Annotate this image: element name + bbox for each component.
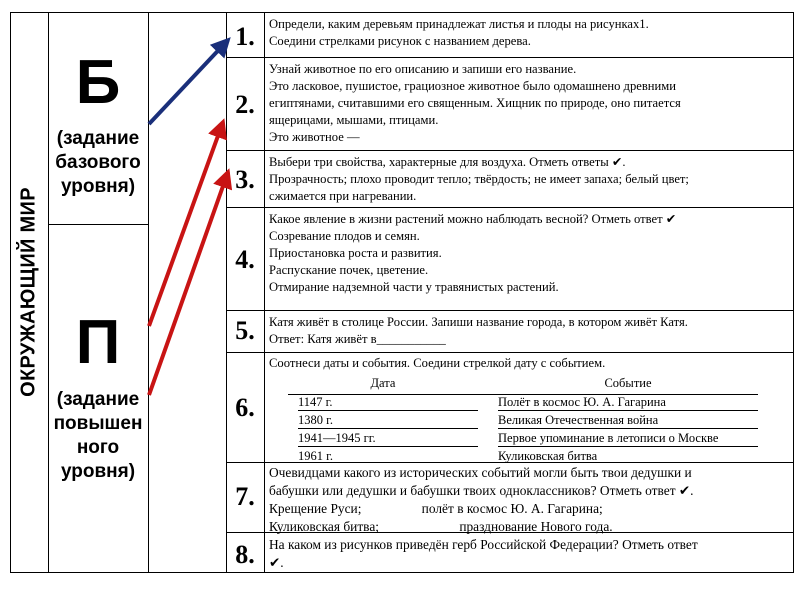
task-number-6: 6. (235, 393, 255, 422)
dates-events-table (288, 376, 758, 467)
task-line: ящерицами, мышами, птицами. (269, 113, 439, 127)
task-line: сжимается при нагревании. (269, 189, 417, 203)
task-line: бабушки или дедушки и бабушки твоих одноклассников? Отметь ответ ✔. (269, 483, 694, 498)
task-line: Это ласковое, пушистое, грациозное животное было одомашнено древними (269, 79, 676, 93)
task-text-5 (269, 314, 793, 348)
task-line: ✔. (269, 555, 284, 570)
task-line: Ответ: Катя живёт в___________ (269, 332, 446, 346)
level-basic-letter: Б (75, 48, 121, 117)
task-number-2: 2. (235, 90, 255, 119)
level-advanced-note-line: повышен (53, 413, 143, 434)
dates-table-row (288, 413, 758, 431)
task-line: Определи, каким деревьям принадлежат листья и плоды на рисунках1. (269, 17, 649, 31)
dates-table-row (288, 431, 758, 449)
task-number-3: 3. (235, 165, 255, 194)
task-text-6 (269, 355, 793, 372)
task-line: египтянами, считавшими его священным. Хищник по природе, оно питается (269, 96, 681, 110)
task-line: Приостановка роста и развития. (269, 246, 442, 260)
task-text-4 (269, 211, 793, 296)
date-cell: 1380 г. (298, 413, 478, 429)
task-number-7: 7. (235, 482, 255, 511)
subject-text: ОКРУЖАЮЩИЙ МИР (17, 187, 40, 397)
task-line: Отмирание надземной части у травянистых растений. (269, 280, 559, 294)
task-line: Какое явление в жизни растений можно наблюдать весной? Отметь ответ ✔ (269, 212, 677, 226)
task-line: Соедини стрелками рисунок с названием дерева. (269, 34, 531, 48)
task-line: Прозрачность; плохо проводит тепло; твёрдость; не имеет запаха; белый цвет; (269, 172, 689, 186)
dates-header-date: Дата (370, 376, 396, 390)
level-advanced-note-line: (задание (56, 389, 140, 410)
level-advanced-letter: П (75, 308, 121, 377)
task-text-2 (269, 61, 793, 146)
dates-table-header (288, 376, 758, 395)
event-cell: Великая Отечественная война (498, 413, 758, 429)
task-number-8: 8. (235, 540, 255, 569)
dates-table-row (288, 395, 758, 413)
task-line: Куликовская битва; празднование Нового года. (269, 519, 613, 534)
arrow-basic-to-task-1 (149, 40, 228, 124)
task-number-5: 5. (235, 316, 255, 345)
task-line: Созревание плодов и семян. (269, 229, 420, 243)
date-cell: 1941—1945 гг. (298, 431, 478, 447)
task-number-1: 1. (235, 22, 255, 51)
task-text-7 (269, 464, 793, 536)
task-text-3 (269, 154, 793, 205)
task-text-8 (269, 536, 793, 572)
event-cell: Полёт в космос Ю. А. Гагарина (498, 395, 758, 411)
task-line: На каком из рисунков приведён герб Российской Федерации? Отметь ответ (269, 537, 698, 552)
task-line: Катя живёт в столице России. Запиши название города, в котором живёт Катя. (269, 315, 688, 329)
dates-header-event: Событие (604, 376, 652, 390)
level-basic-note-line: базового (55, 152, 141, 173)
level-basic-note-line: уровня) (60, 176, 136, 197)
task-line: Крещение Руси; полёт в космос Ю. А. Гагарина; (269, 501, 603, 516)
task-line: Соотнеси даты и события. Соедини стрелкой дату с событием. (269, 356, 606, 370)
task-text-1 (269, 16, 793, 50)
date-cell: 1147 г. (298, 395, 478, 411)
task-line: Очевидцами какого из исторических событий могли быть твои дедушки и (269, 465, 692, 480)
task-line: Распускание почек, цветение. (269, 263, 429, 277)
task-line: Выбери три свойства, характерные для воздуха. Отметь ответы ✔. (269, 155, 626, 169)
level-advanced-note-line: ного (76, 437, 120, 458)
event-cell: Первое упоминание в летописи о Москве (498, 431, 758, 447)
arrow-advanced-to-task-3 (149, 172, 228, 395)
task-line: Узнай животное по его описанию и запиши его название. (269, 62, 577, 76)
level-basic-note-line: (задание (56, 128, 140, 149)
date-cell: 1961 г. (298, 449, 333, 463)
task-number-4: 4. (235, 245, 255, 274)
event-cell: Куликовская битва (498, 449, 598, 463)
task-line: Это животное — (269, 130, 360, 144)
level-advanced-note-line: уровня) (60, 461, 136, 482)
